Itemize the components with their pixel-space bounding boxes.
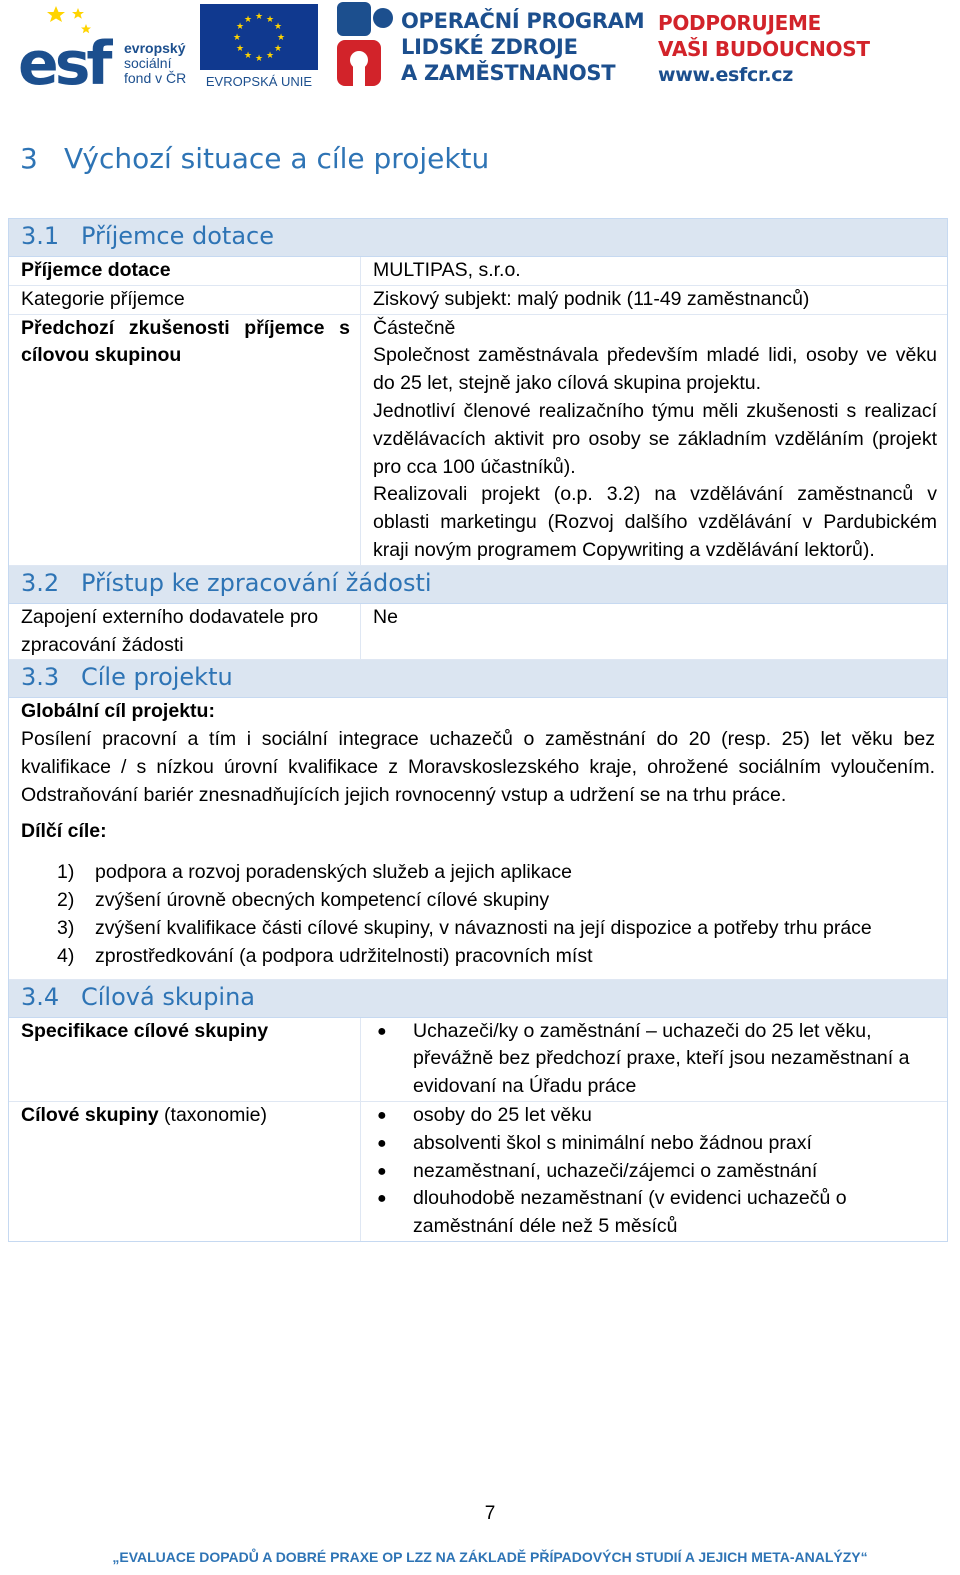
- svg-text:★: ★: [243, 15, 253, 25]
- svg-text:★: ★: [273, 22, 283, 32]
- list-text: osoby do 25 let věku: [413, 1103, 592, 1126]
- section-heading-3-2: [9, 566, 947, 604]
- list-item: [373, 1130, 937, 1158]
- row-value: [361, 1018, 947, 1101]
- bullet-icon: ●: [377, 1134, 387, 1152]
- svg-text:★: ★: [273, 44, 283, 54]
- esf-logo: [18, 2, 198, 88]
- section-title: Přístup ke zpracování žádosti: [81, 568, 432, 597]
- svg-text:★: ★: [243, 51, 253, 61]
- section-title: Cílová skupina: [81, 982, 256, 1011]
- list-number: 3): [57, 916, 75, 939]
- row-label: Zapojení externího dodavatele pro zpracování žádosti: [9, 604, 361, 660]
- table-row: [9, 604, 947, 661]
- eu-flag-logo: [200, 4, 318, 88]
- table-row: [9, 315, 947, 566]
- list-text: absolventi škol s minimální nebo žádnou praxí: [413, 1131, 812, 1154]
- section-number: 3.3: [21, 663, 60, 692]
- row-value: Ziskový subjekt: malý podnik (11-49 zaměstnanců): [373, 287, 810, 310]
- section-number: 3.1: [21, 222, 60, 250]
- list-text: dlouhodobě nezaměstnaní (v evidenci uchazečů o zaměstnání déle než 5 měsíců: [413, 1187, 847, 1238]
- page-number: 7: [484, 1503, 496, 1524]
- list-text: Uchazeči/ky o zaměstnání – uchazeči do 25 let věku, převážně bez předchozí praxe, kteří jsou nezaměstnaní a evidovaní na Úřadu práce: [413, 1019, 910, 1098]
- list-text: zvýšení kvalifikace části cílové skupiny, v návaznosti na její dispozice a potřeby trhu práce: [95, 916, 872, 939]
- section-title: Příjemce dotace: [81, 222, 274, 250]
- esf-mark: esf: [18, 29, 109, 88]
- chapter-title: Výchozí situace a cíle projektu: [64, 142, 490, 175]
- table-row: [9, 698, 947, 979]
- section-number: 3.2: [21, 568, 60, 597]
- eu-label: EVROPSKÁ UNIE: [205, 74, 313, 88]
- esf-line3: fond v ČR: [124, 70, 187, 86]
- oplzz-line2: LIDSKÉ ZDROJE: [401, 35, 578, 59]
- list-item: [21, 915, 935, 943]
- paragraph: Společnost zaměstnávala především mladé lidi, osoby ve věku do 25 let, stejně jako cílová skupina projektu.: [373, 344, 937, 395]
- oplzz-logo: [333, 2, 645, 90]
- bullet-icon: ●: [377, 1190, 387, 1208]
- footer-title: „EVALUACE DOPADŮ A DOBRÉ PRAXE OP LZZ NA ZÁKLADĚ PŘÍPADOVÝCH STUDIÍ A JEJICH META-ANALÝZY“: [112, 1549, 868, 1565]
- partial-goals-list: [21, 859, 935, 970]
- row-value: [361, 1102, 947, 1241]
- global-goal-label: Globální cíl projektu:: [21, 700, 215, 723]
- global-goal-text: Posílení pracovní a tím i sociální integrace uchazečů o zaměstnání do 20 (resp. 25) let věku bez kvalifikace / s nízkou úrovní kvalifikace z Moravskoslezského kraje, ohrožené sociálním vyloučením. Odstraňování bariér znesnadňujících jejich rovnocenný vstup a udržení se na trhu práce.: [21, 728, 935, 806]
- svg-text:★: ★: [254, 54, 264, 64]
- paragraph: Jednotliví členové realizačního týmu měli zkušenosti s realizací vzdělávacích aktivit pro osoby se základním vzděláním (projekt pro cca 100 účastníků).: [373, 399, 937, 478]
- section-heading-3-4: [9, 980, 947, 1018]
- support-logo: [658, 10, 868, 88]
- support-line1: PODPORUJEME: [658, 11, 821, 35]
- list-number: 2): [57, 889, 75, 912]
- support-line2: VAŠI BUDOUCNOST: [658, 37, 870, 61]
- paragraph: Realizovali projekt (o.p. 3.2) na vzdělávání zaměstnanců v oblasti marketingu (Rozvoj dalšího vzdělávání v Pardubickém kraji novým programem Copywriting a vzdělávání lektorů).: [373, 483, 937, 561]
- oplzz-line1: OPERAČNÍ PROGRAM: [401, 9, 645, 33]
- row-value: Ne: [373, 605, 398, 628]
- list-item: [21, 859, 935, 887]
- section-heading-3-3: [9, 660, 947, 698]
- svg-text:★: ★: [235, 22, 245, 32]
- list-number: 1): [57, 861, 75, 884]
- project-table: [8, 218, 948, 1242]
- list-item: [21, 887, 935, 915]
- chapter-number: 3: [20, 142, 38, 175]
- list-text: zprostředkování (a podpora udržitelnosti) pracovních míst: [95, 944, 593, 967]
- section-title: Cíle projektu: [81, 663, 233, 692]
- bullet-icon: ●: [377, 1022, 387, 1040]
- row-label: [9, 1102, 361, 1241]
- header-logo-bar: [18, 2, 870, 90]
- table-row: [9, 286, 947, 315]
- esf-line2: sociální: [124, 55, 172, 71]
- svg-text:★: ★: [265, 51, 275, 61]
- paragraph: Částečně: [373, 316, 456, 339]
- row-value: MULTIPAS, s.r.o.: [373, 259, 521, 281]
- section-number: 3.4: [21, 982, 60, 1011]
- bullet-list: [373, 1102, 937, 1241]
- svg-text:★: ★: [254, 12, 264, 22]
- bullet-list: [373, 1018, 937, 1101]
- list-item: [373, 1158, 937, 1186]
- svg-text:★: ★: [232, 33, 242, 43]
- svg-text:★: ★: [235, 44, 245, 54]
- list-item: [373, 1102, 937, 1130]
- esf-line1: evropský: [124, 40, 186, 56]
- oplzz-puzzle-icon: [333, 2, 395, 88]
- list-number: 4): [57, 944, 75, 967]
- row-label-rest: (taxonomie): [158, 1103, 267, 1126]
- row-label: Specifikace cílové skupiny: [9, 1018, 361, 1101]
- list-item: [373, 1185, 937, 1241]
- row-label: Příjemce dotace: [9, 257, 361, 285]
- section-heading-3-1: [9, 219, 947, 257]
- partial-goals-label: Dílčí cíle:: [21, 819, 107, 842]
- table-row: [9, 257, 947, 286]
- table-row: [9, 1018, 947, 1102]
- list-text: podpora a rozvoj poradenských služeb a jejich aplikace: [95, 861, 572, 884]
- row-label: Kategorie příjemce: [9, 286, 361, 314]
- oplzz-line3: A ZAMĚSTNANOST: [401, 61, 616, 85]
- list-text: zvýšení úrovně obecných kompetencí cílové skupiny: [95, 889, 550, 912]
- row-label-bold: Cílové skupiny: [21, 1103, 159, 1126]
- goals-cell: [9, 698, 947, 978]
- bullet-icon: ●: [377, 1162, 387, 1180]
- svg-text:★: ★: [276, 33, 286, 43]
- bullet-icon: ●: [377, 1106, 387, 1124]
- row-label: Předchozí zkušenosti příjemce s cílovou skupinou: [9, 315, 361, 565]
- row-value: [361, 315, 947, 565]
- svg-text:★: ★: [265, 15, 275, 25]
- list-item: [373, 1018, 937, 1101]
- support-url: www.esfcr.cz: [658, 64, 793, 86]
- chapter-heading: [20, 142, 489, 175]
- table-row: [9, 1102, 947, 1241]
- list-item: [21, 943, 935, 971]
- list-text: nezaměstnaní, uchazeči/zájemci o zaměstnání: [413, 1159, 818, 1182]
